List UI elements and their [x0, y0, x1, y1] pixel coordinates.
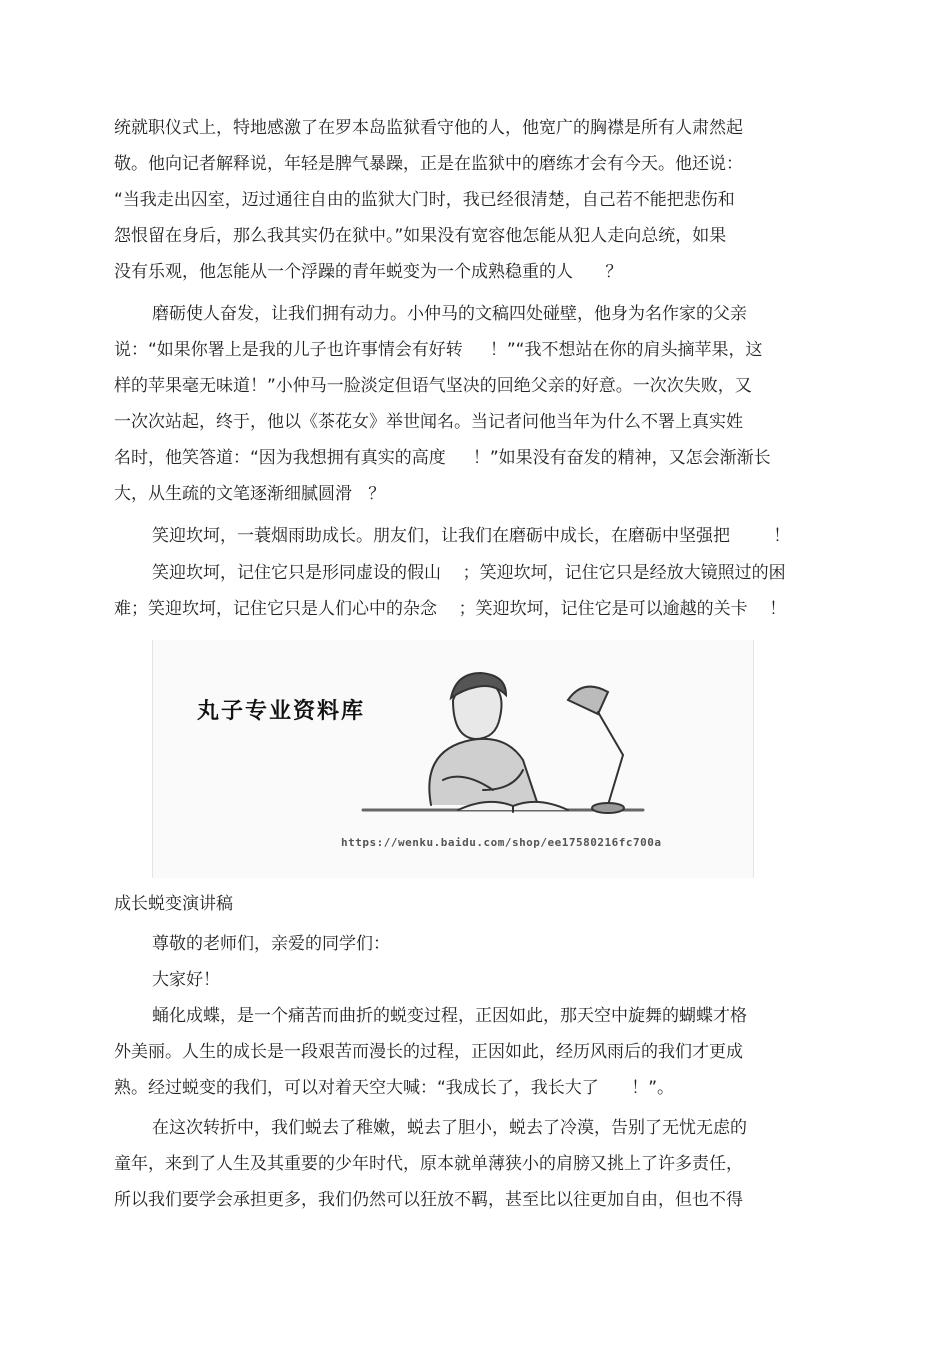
section-title: 成长蜕变演讲稿	[114, 894, 233, 914]
paragraph-line: 说：“如果你署上是我的儿子也许事情会有好转 ！”“我不想站在你的肩头摘苹果，这	[114, 340, 763, 360]
paragraph-line: 敬。他向记者解释说，年轻是脾气暴躁，正是在监狱中的磨练才会有今天。他还说：	[114, 154, 743, 174]
paragraph-line: 所以我们要学会承担更多，我们仍然可以狂放不羁，甚至比以往更加自由，但也不得	[114, 1190, 743, 1210]
studying-student-illustration-icon	[353, 660, 653, 830]
banner-title: 丸子专业资料库	[197, 698, 366, 724]
paragraph-line: 统就职仪式上，特地感激了在罗本岛监狱看守他的人，他宽广的胸襟是所有人肃然起	[114, 118, 743, 138]
paragraph-line: 名时，他笑答道：“因为我想拥有真实的高度 ！”如果没有奋发的精神，又怎会渐渐长	[114, 448, 771, 468]
paragraph-line: 一次次站起，终于，他以《茶花女》举世闻名。当记者问他当年为什么不署上真实姓	[114, 412, 743, 432]
paragraph-line: 难；笑迎坎坷，记住它只是人们心中的杂念 ；笑迎坎坷，记住它是可以逾越的关卡 ！	[114, 599, 787, 619]
watermark-banner-image	[152, 640, 754, 878]
paragraph-line: 在这次转折中，我们蜕去了稚嫩，蜕去了胆小，蜕去了冷漠，告别了无忧无虑的	[152, 1118, 747, 1138]
paragraph-line: 熟。经过蜕变的我们，可以对着天空大喊：“我成长了，我长大了 ！”。	[114, 1078, 675, 1098]
paragraph-line: 尊敬的老师们，亲爱的同学们：	[152, 934, 390, 954]
paragraph-line: 怨恨留在身后，那么我其实仍在狱中。”如果没有宽容他怎能从犯人走向总统，如果	[114, 226, 727, 246]
paragraph-line: 蛹化成蝶，是一个痛苦而曲折的蜕变过程，正因如此，那天空中旋舞的蝴蝶才格	[152, 1006, 747, 1026]
paragraph-line: 没有乐观，他怎能从一个浮躁的青年蜕变为一个成熟稳重的人 ？	[114, 262, 623, 282]
paragraph-line: 大，从生疏的文笔逐渐细腻圆滑 ？	[114, 484, 386, 504]
banner-url: https://wenku.baidu.com/shop/ee17580216fc700a	[341, 836, 662, 849]
paragraph-line: 笑迎坎坷，记住它只是形同虚设的假山 ；笑迎坎坷，记住它只是经放大镜照过的困	[152, 563, 786, 583]
paragraph-line: 外美丽。人生的成长是一段艰苦而漫长的过程，正因如此，经历风雨后的我们才更成	[114, 1042, 743, 1062]
paragraph-line: “当我走出囚室，迈过通往自由的监狱大门时，我已经很清楚，自己若不能把悲伤和	[114, 190, 735, 210]
paragraph-line: 磨砺使人奋发，让我们拥有动力。小仲马的文稿四处碰壁，他身为名作家的父亲	[152, 304, 747, 324]
paragraph-line: 样的苹果毫无味道！”小仲马一脸淡定但语气坚决的回绝父亲的好意。一次次失败，又	[114, 376, 752, 396]
paragraph-line: 大家好！	[152, 970, 220, 990]
paragraph-line: 童年，来到了人生及其重要的少年时代，原本就单薄狭小的肩膀又挑上了许多责任，	[114, 1154, 743, 1174]
paragraph-line: 笑迎坎坷，一蓑烟雨助成长。朋友们，让我们在磨砺中成长，在磨砺中坚强把 ！	[152, 526, 791, 546]
